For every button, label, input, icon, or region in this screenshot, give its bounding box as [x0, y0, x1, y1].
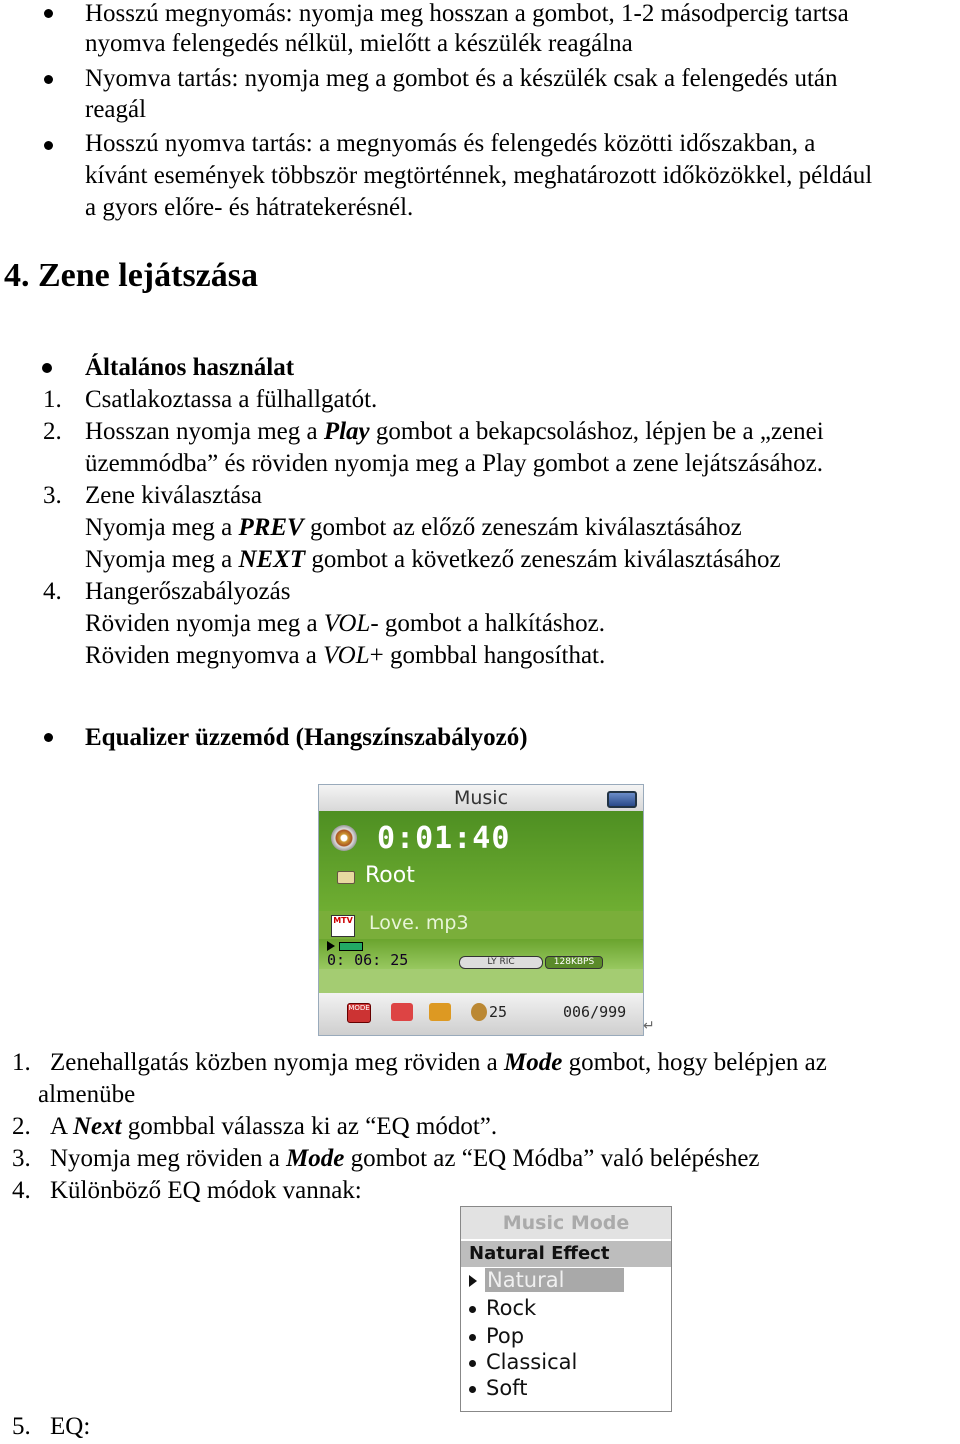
step-5-num: 5. — [12, 1413, 31, 1440]
song-name: Love. mp3 — [369, 912, 469, 934]
intro-bullet-3-line1: Hosszú nyomva tartás: a megnyomás és felengedés közötti időszakban, a — [85, 130, 816, 157]
bullet-dot — [42, 363, 52, 373]
folder-icon — [337, 871, 355, 884]
lyric-badge: LY RIC — [459, 956, 543, 969]
general-heading: Általános használat — [85, 354, 295, 381]
intro-bullet-2-line1: Nyomva tartás: nyomja meg a gombot és a készülék csak a felengedés után — [85, 65, 838, 92]
mode-icon: MODE — [347, 1003, 371, 1023]
repeat-icon — [429, 1003, 451, 1021]
item-2-line2: üzemmódba” és röviden nyomja meg a Play gombot a zene lejátszásához. — [85, 450, 823, 477]
player-main — [319, 811, 643, 911]
volume-icon — [471, 1003, 487, 1021]
player-title: Music — [453, 787, 509, 809]
prev-key: PREV — [238, 514, 304, 541]
track-counter: 006/999 — [563, 1003, 627, 1021]
play-time: 0:01:40 — [377, 821, 511, 856]
eq-heading: Equalizer üzzemód (Hangszínszabályozó) — [85, 724, 528, 751]
bullet-dot — [44, 9, 53, 18]
intro-bullet-1-line1: Hosszú megnyomás: nyomja meg hosszan a gombot, 1-2 másodpercig tartsa — [85, 0, 849, 27]
mtv-icon: MTV — [331, 915, 355, 937]
music-player-screenshot — [318, 784, 644, 1036]
player-spacer — [319, 969, 643, 993]
volume-level: 25 — [489, 1003, 508, 1021]
item-3-line3: Nyomja meg a NEXT gombot a következő zeneszám kiválasztásához — [85, 546, 781, 573]
item-3-line2: Nyomja meg a PREV gombot az előző zeneszám kiválasztásához — [85, 514, 742, 541]
player-status-bar — [319, 993, 643, 1035]
bitrate-badge: 128KBPS — [545, 956, 603, 969]
step-3-text: Nyomja meg röviden a Mode gombot az “EQ Módba” való belépéshez — [50, 1145, 760, 1172]
folder-name: Root — [365, 863, 415, 888]
bullet-dot-icon — [469, 1360, 476, 1367]
eq-option-rock[interactable]: Rock — [469, 1295, 659, 1321]
progress-bar — [339, 942, 363, 951]
step-1-line2: almenübe — [38, 1081, 136, 1108]
intro-bullet-1-line2: nyomva felengedés nélkül, mielőtt a készülék reagálna — [85, 30, 633, 57]
vol-key: VOL — [323, 642, 370, 669]
bullet-dot — [44, 75, 53, 84]
selection-arrow-icon — [469, 1275, 477, 1287]
step-2-num: 2. — [12, 1113, 31, 1140]
mode-key: Mode — [286, 1145, 345, 1172]
song-row — [319, 911, 643, 939]
eq-option-soft[interactable]: Soft — [469, 1375, 659, 1401]
bullet-dot-icon — [469, 1306, 476, 1313]
cd-icon — [331, 825, 357, 851]
bullet-dot-icon — [469, 1386, 476, 1393]
step-1-num: 1. — [12, 1049, 31, 1076]
bullet-dot — [44, 141, 53, 150]
intro-bullet-2-line2: reagál — [85, 96, 147, 123]
item-1-num: 1. — [43, 386, 62, 413]
bullet-dot — [44, 733, 53, 742]
eq-menu-screenshot — [460, 1206, 672, 1412]
intro-bullet-3-line2: kívánt események többször megtörténnek, meghatározott időközökkel, például — [85, 162, 873, 189]
item-4-line3: Röviden megnyomva a VOL+ gombbal hangosíthat. — [85, 642, 606, 669]
player-title-bar — [319, 785, 643, 811]
step-4-text: Különböző EQ módok vannak: — [50, 1177, 362, 1204]
total-time: 0: 06: 25 — [327, 951, 409, 969]
alarm-icon — [391, 1003, 413, 1021]
step-3-num: 3. — [12, 1145, 31, 1172]
eq-option-classical[interactable]: Classical — [469, 1349, 659, 1375]
item-1-text: Csatlakoztassa a fülhallgatót. — [85, 386, 378, 413]
eq-menu-subtitle: Natural Effect — [461, 1241, 671, 1267]
item-4-line2: Röviden nyomja meg a VOL- gombot a halkításhoz. — [85, 610, 605, 637]
item-4-num: 4. — [43, 578, 62, 605]
vol-key: VOL — [323, 610, 371, 637]
return-mark-icon: ↵ — [643, 1019, 655, 1034]
step-1-text: Zenehallgatás közben nyomja meg röviden a Mode gombot, hogy belépjen az — [50, 1049, 827, 1076]
section-title: 4. Zene lejátszása — [4, 257, 259, 294]
bullet-dot-icon — [469, 1334, 476, 1341]
item-3-text: Zene kiválasztása — [85, 482, 262, 509]
item-3-num: 3. — [43, 482, 62, 509]
next-key: NEXT — [238, 546, 306, 573]
battery-icon — [607, 791, 637, 808]
step-4-num: 4. — [12, 1177, 31, 1204]
item-2-num: 2. — [43, 418, 62, 445]
eq-option-natural[interactable]: Natural — [469, 1267, 659, 1293]
play-icon — [327, 941, 335, 951]
eq-menu-title: Music Mode — [461, 1207, 671, 1239]
eq-option-pop[interactable]: Pop — [469, 1323, 659, 1349]
step-2-text: A Next gombbal válassza ki az “EQ módot”. — [50, 1113, 498, 1140]
mode-key: Mode — [504, 1049, 563, 1076]
intro-bullet-3-line3: a gyors előre- és hátratekerésnél. — [85, 194, 414, 221]
progress-row — [319, 939, 643, 969]
play-key: Play — [323, 418, 370, 445]
item-4-text: Hangerőszabályozás — [85, 578, 291, 605]
next-key: Next — [72, 1113, 122, 1140]
item-2-text: Hosszan nyomja meg a Play gombot a bekapcsoláshoz, lépjen be a „zenei — [85, 418, 824, 445]
step-5-text: EQ: — [50, 1413, 91, 1440]
